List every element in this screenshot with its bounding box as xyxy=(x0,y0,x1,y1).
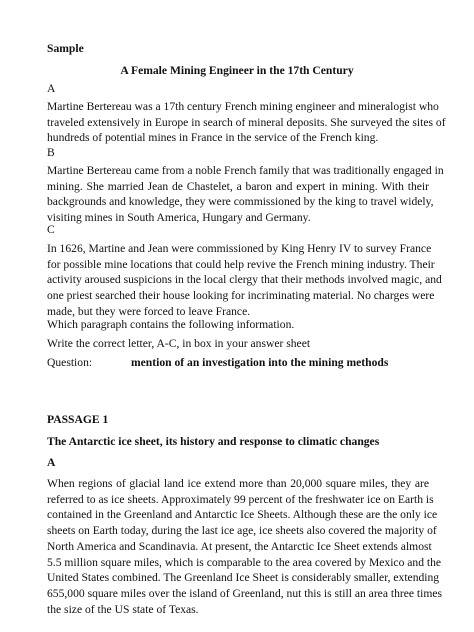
paragraph-line: traveled extensively in Europe in search of mineral deposits. She surveyed the sites of xyxy=(47,115,446,129)
paragraph-line: visiting mines in South America, Hungary and Germany. xyxy=(47,211,311,225)
question-row xyxy=(47,356,388,370)
instruction-line-1: Which paragraph contains the following information. xyxy=(47,318,295,331)
paragraph-c-body xyxy=(47,241,442,320)
paragraph-line: mining. She married Jean de Chastelet, a baron and expert in mining. With their xyxy=(47,179,429,193)
paragraph-line: When regions of glacial land ice extend more than 20,000 square miles, they are xyxy=(47,477,429,490)
paragraph-line: 655,000 square miles over the island of Greenland, nut this is still an area three times xyxy=(47,586,443,600)
question-label: Question: xyxy=(47,356,93,369)
paragraph-line: hundreds of potential mines in France in the service of the French king. xyxy=(47,131,379,145)
paragraph-line: In 1626, Martine and Jean were commissioned by King Henry IV to survey France xyxy=(47,242,432,255)
paragraph-line: for possible mine locations that could help revive the French mining industry. Their xyxy=(47,257,435,271)
paragraph-a-body xyxy=(47,99,446,146)
paragraph-line: contained in the Greenland and Antarctic Ice Sheets. Although these are the only ice xyxy=(47,508,438,522)
paragraph-line: backgrounds and knowledge, they were commissioned by the king to travel widely, xyxy=(47,195,434,209)
passage-heading: PASSAGE 1 xyxy=(47,413,109,426)
passage-a-body xyxy=(47,476,443,617)
paragraph-line: Martine Bertereau was a 17th century French mining engineer and mineralogist who xyxy=(47,100,439,113)
question-text: mention of an investigation into the mining methods xyxy=(131,356,389,369)
paragraph-line: sheets on Earth today, during the last ice age, ice sheets also covered the majority of xyxy=(47,524,437,538)
paragraph-letter-b: B xyxy=(47,146,55,159)
passage-title: The Antarctic ice sheet, its history and response to climatic changes xyxy=(47,435,380,448)
instruction-line-2: Write the correct letter, A-C, in box in your answer sheet xyxy=(47,337,311,350)
paragraph-line: North America and Scandinavia. At present, the Antarctic Ice Sheet extends almost xyxy=(47,539,432,553)
paragraph-line: the size of the US state of Texas. xyxy=(47,602,199,616)
paragraph-line: referred to as ice sheets. Approximately 99 percent of the freshwater ice on Earth is xyxy=(47,492,434,506)
paragraph-b-body xyxy=(47,163,444,226)
sample-title: A Female Mining Engineer in the 17th Century xyxy=(120,64,354,77)
paragraph-line: made, but they were forced to leave France. xyxy=(47,304,251,318)
paragraph-line: one priest searched their house looking for incriminating material. No charges were xyxy=(47,289,435,303)
paragraph-line: United States combined. The Greenland Ice Sheet is considerably smaller, extending xyxy=(47,571,440,585)
paragraph-line: 5.5 million square miles, which is comparable to the area covered by Mexico and the xyxy=(47,555,442,569)
paragraph-letter-c: C xyxy=(47,223,55,236)
paragraph-letter-a: A xyxy=(47,82,56,95)
paragraph-line: activity aroused suspicions in the local clergy that their methods involved magic, and xyxy=(47,273,442,287)
sample-heading: Sample xyxy=(47,42,84,55)
paragraph-line: Martine Bertereau came from a noble French family that was traditionally engaged in xyxy=(47,164,444,177)
passage-letter-a: A xyxy=(47,456,56,469)
